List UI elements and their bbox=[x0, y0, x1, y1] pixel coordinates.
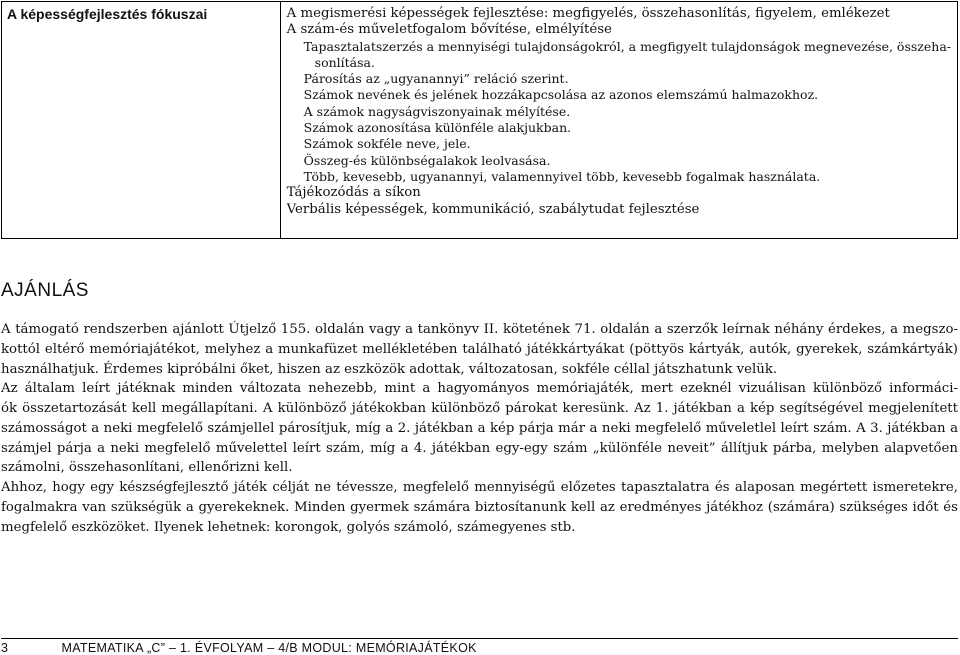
focus-label: A képességfejlesztés fókuszai bbox=[7, 6, 208, 22]
focus-line: Több, kevesebb, ugyanannyi, valamennyivel több, kevesebb fogalmak használata. bbox=[303, 168, 821, 184]
body-line: Ahhoz, hogy egy készségfejlesztő játék célját ne tévessze, megfelelő mennyiségű előzetes tapasztalatra és alaposan megértett ismeretekre, bbox=[1, 480, 958, 495]
focus-line: Tájékozódás a síkon bbox=[286, 185, 421, 201]
focus-line: A szám-és műveletfogalom bővítése, elmélyítése bbox=[286, 22, 612, 38]
focus-table bbox=[1, 1, 958, 239]
focus-line: Párosítás az „ugyanannyi” reláció szerint. bbox=[303, 71, 569, 87]
focus-line: Számok sokféle neve, jele. bbox=[303, 136, 471, 152]
body-line: számjel párja a neki megfelelő művelettel leírt szám, míg a 4. játékban egy-egy szám „különféle neveit” állítjuk párba, melyben alapvetően bbox=[1, 440, 958, 456]
focus-line: Verbális képességek, kommunikáció, szabálytudat fejlesztése bbox=[286, 201, 700, 217]
focus-line: Számok nevének és jelének hozzákapcsolása az azonos elemszámú halmazokhoz. bbox=[303, 87, 819, 103]
focus-line: A megismerési képességek fejlesztése: megfigyelés, összehasonlítás, figyelem, emlékezet bbox=[286, 6, 890, 21]
recommendation-body bbox=[1, 320, 958, 537]
footer-title: MATEMATIKA „C” – 1. ÉVFOLYAM – 4/B MODUL: MEMÓRIAJÁTÉKOK bbox=[61, 641, 477, 655]
body-line: ók összetartozását kell megállapítani. A különböző játékokban különböző párokat keresünk. Az 1. játékban a kép segítségével megjelenített bbox=[1, 401, 958, 416]
body-line: számolni, összehasonlítani, ellenőrizni kell. bbox=[1, 460, 293, 476]
page-number: 3 bbox=[1, 641, 8, 655]
focus-line: Számok azonosítása különféle alakjukban. bbox=[303, 120, 572, 136]
body-line: kottól eltérő memóriajátékot, melyhez a munkafüzet mellékletében található játékkártyákat (pöttyös kártyák, autók, gyerekek, számkártyák) bbox=[1, 341, 958, 357]
body-line: A támogató rendszerben ajánlott Útjelző 155. oldalán vagy a tankönyv II. kötetének 71. oldalán a szerzők leírnak néhány érdekes, a megszo- bbox=[1, 322, 958, 337]
focus-content-cell bbox=[281, 2, 957, 238]
focus-line: A számok nagyságviszonyainak mélyítése. bbox=[303, 103, 571, 119]
body-line: számosságot a neki megfelelő számjellel párosítjuk, míg a 2. játékban a kép párja már a neki megfelelő műveletlel leírt szám. A 3. játékban a bbox=[1, 420, 958, 436]
recommendation-heading: AJÁNLÁS bbox=[1, 280, 89, 301]
body-line: használhatjuk. Érdemes kipróbálni őket, hiszen az eszközök adottak, változatosan, sokféle céllal játszhatunk velük. bbox=[1, 361, 778, 377]
focus-line: sonlítása. bbox=[314, 54, 375, 70]
body-line: Az általam leírt játéknak minden változata nehezebb, mint a hagyományos memóriajáték, mert ezeknél vizuálisan különböző informáci- bbox=[1, 381, 958, 397]
focus-line: Tapasztalatszerzés a mennyiségi tulajdonságokról, a megfigyelt tulajdonságok megnevezése, összeha- bbox=[303, 38, 951, 54]
body-line: fogalmakra van szükségük a gyerekeknek. Minden gyermek számára biztosítanunk kell az eredményes játékhoz (számára) szükséges időt és bbox=[1, 499, 958, 515]
focus-label-cell bbox=[2, 2, 281, 238]
page-footer bbox=[1, 638, 958, 655]
body-line: megfelelő eszközöket. Ilyenek lehetnek: korongok, golyós számoló, számegyenes stb. bbox=[1, 519, 576, 535]
focus-line: Összeg-és különbségalakok leolvasása. bbox=[303, 152, 551, 168]
